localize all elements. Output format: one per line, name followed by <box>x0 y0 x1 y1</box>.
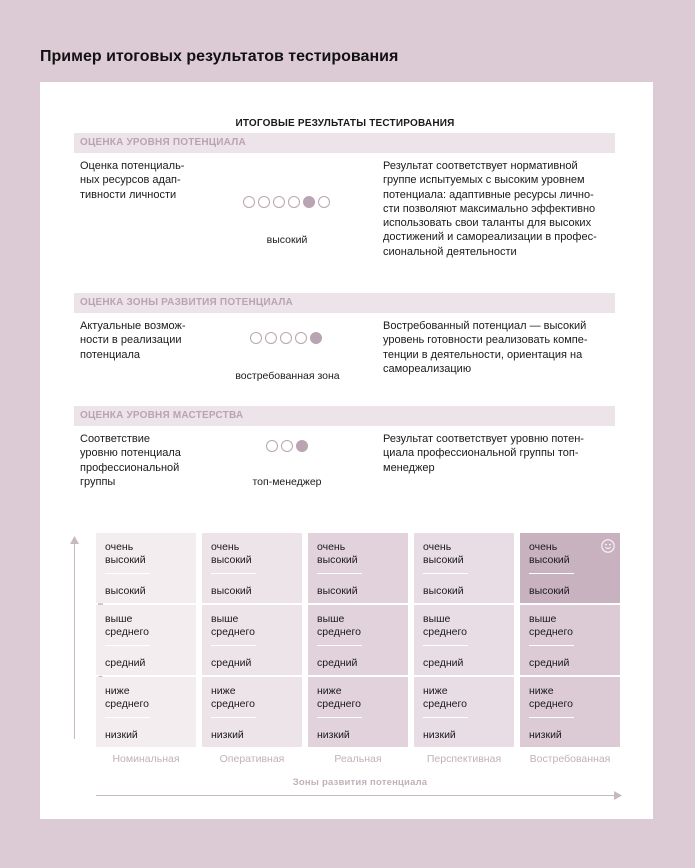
section-description: Актуальные возмож- ности в реализации потенциала <box>80 320 186 361</box>
matrix-cell <box>308 605 408 675</box>
cell-lower-level: высокий <box>105 585 146 597</box>
rating-dot <box>265 332 277 344</box>
cell-divider <box>423 645 468 646</box>
matrix-cell <box>520 533 620 603</box>
cell-lower-level: низкий <box>317 729 350 741</box>
matrix-cell <box>414 533 514 603</box>
cell-upper-level: ниже среднего <box>317 685 361 710</box>
section-result-text: Востребованный потенциал — высокий уровень готовности реализовать компе- тенции в деятельности, ориентация на самореализацию <box>383 320 588 375</box>
cell-lower-level: низкий <box>211 729 244 741</box>
cell-divider <box>317 573 362 574</box>
cell-upper-level: выше среднего <box>317 613 361 638</box>
cell-divider <box>105 645 150 646</box>
cell-lower-level: средний <box>211 657 252 669</box>
cell-upper-level: ниже среднего <box>529 685 573 710</box>
cell-lower-level: низкий <box>529 729 562 741</box>
cell-divider <box>211 573 256 574</box>
cell-lower-level: средний <box>423 657 464 669</box>
cell-upper-level: очень высокий <box>423 541 464 566</box>
rating-scale <box>250 332 340 344</box>
cell-divider <box>423 717 468 718</box>
cell-upper-level: выше среднего <box>423 613 467 638</box>
matrix-column-label: Перспективная <box>426 753 502 765</box>
matrix-column-label: Оперативная <box>219 753 285 765</box>
rating-dot <box>281 440 293 452</box>
cell-divider <box>423 573 468 574</box>
section-result-text: Результат соответствует уровню потен- циала профессиональной группы топ- менеджер <box>383 433 584 474</box>
cell-divider <box>211 645 256 646</box>
cell-lower-level: средний <box>317 657 358 669</box>
matrix-cell <box>308 533 408 603</box>
cell-upper-level: выше среднего <box>211 613 255 638</box>
cell-upper-level: очень высокий <box>317 541 358 566</box>
cell-lower-level: средний <box>105 657 146 669</box>
cell-divider <box>105 717 150 718</box>
rating-scale <box>266 440 326 452</box>
cell-lower-level: высокий <box>211 585 252 597</box>
x-axis-label: Зоны развития потенциала <box>292 777 428 788</box>
matrix-cell <box>202 533 302 603</box>
card-title: ИТОГОВЫЕ РЕЗУЛЬТАТЫ ТЕСТИРОВАНИЯ <box>235 118 455 129</box>
cell-divider <box>211 717 256 718</box>
rating-dot <box>258 196 270 208</box>
cell-lower-level: низкий <box>423 729 456 741</box>
rating-dot <box>296 440 308 452</box>
rating-dot <box>310 332 322 344</box>
rating-dot <box>303 196 315 208</box>
cell-divider <box>317 717 362 718</box>
cell-upper-level: ниже среднего <box>105 685 149 710</box>
matrix-cell <box>414 605 514 675</box>
rating-label: высокий <box>266 234 308 246</box>
matrix-column-label: Реальная <box>334 753 382 765</box>
section-result-text: Результат соответствует нормативной группе испытуемых с высоким уровнем потенциала: адаптивные ресурсы лично- сти позволяют максимально эффективно использовать свои таланты для высоких достижений и самореализации в профес- сиональной деятельности <box>383 160 597 258</box>
rating-dot <box>250 332 262 344</box>
cell-upper-level: очень высокий <box>105 541 146 566</box>
section-header-mastery-level: ОЦЕНКА УРОВНЯ МАСТЕРСТВА <box>74 406 615 426</box>
matrix-cell <box>96 533 196 603</box>
matrix-cell <box>202 677 302 747</box>
smiley-icon <box>601 539 615 553</box>
cell-divider <box>529 573 574 574</box>
matrix-cell <box>96 605 196 675</box>
x-axis-line <box>96 795 616 796</box>
cell-divider <box>529 717 574 718</box>
section-description: Соответствие уровню потенциала профессиональной группы <box>80 433 181 488</box>
rating-dot <box>295 332 307 344</box>
cell-divider <box>317 645 362 646</box>
cell-lower-level: высокий <box>423 585 464 597</box>
x-axis-arrow-icon <box>614 791 622 800</box>
cell-upper-level: очень высокий <box>529 541 570 566</box>
y-axis-arrow-icon <box>70 536 79 544</box>
cell-divider <box>529 645 574 646</box>
section-header-development-zone: ОЦЕНКА ЗОНЫ РАЗВИТИЯ ПОТЕНЦИАЛА <box>74 293 615 313</box>
cell-lower-level: средний <box>529 657 570 669</box>
matrix-cell <box>308 677 408 747</box>
rating-dot <box>243 196 255 208</box>
rating-dot <box>318 196 330 208</box>
rating-dot <box>280 332 292 344</box>
matrix-cell <box>202 605 302 675</box>
rating-dot <box>273 196 285 208</box>
cell-upper-level: выше среднего <box>529 613 573 638</box>
results-card <box>40 82 653 819</box>
cell-upper-level: очень высокий <box>211 541 252 566</box>
matrix-cell <box>414 677 514 747</box>
matrix-cell <box>96 677 196 747</box>
matrix-cell <box>520 605 620 675</box>
section-description: Оценка потенциаль- ных ресурсов адап- тивности личности <box>80 160 185 201</box>
matrix-cell <box>520 677 620 747</box>
cell-lower-level: высокий <box>317 585 358 597</box>
section-header-potential-level: ОЦЕНКА УРОВНЯ ПОТЕНЦИАЛА <box>74 133 615 153</box>
cell-upper-level: ниже среднего <box>423 685 467 710</box>
page-title: Пример итоговых результатов тестирования <box>40 48 399 65</box>
matrix-column-label: Востребованная <box>529 753 611 765</box>
cell-lower-level: высокий <box>529 585 570 597</box>
rating-label: востребованная зона <box>235 370 340 382</box>
cell-divider <box>105 573 150 574</box>
rating-label: топ-менеджер <box>252 476 322 488</box>
cell-upper-level: выше среднего <box>105 613 149 638</box>
y-axis-line <box>74 542 75 739</box>
rating-dot <box>288 196 300 208</box>
cell-upper-level: ниже среднего <box>211 685 255 710</box>
matrix-column-label: Номинальная <box>112 753 180 765</box>
rating-dot <box>266 440 278 452</box>
cell-lower-level: низкий <box>105 729 138 741</box>
rating-scale <box>243 196 343 208</box>
